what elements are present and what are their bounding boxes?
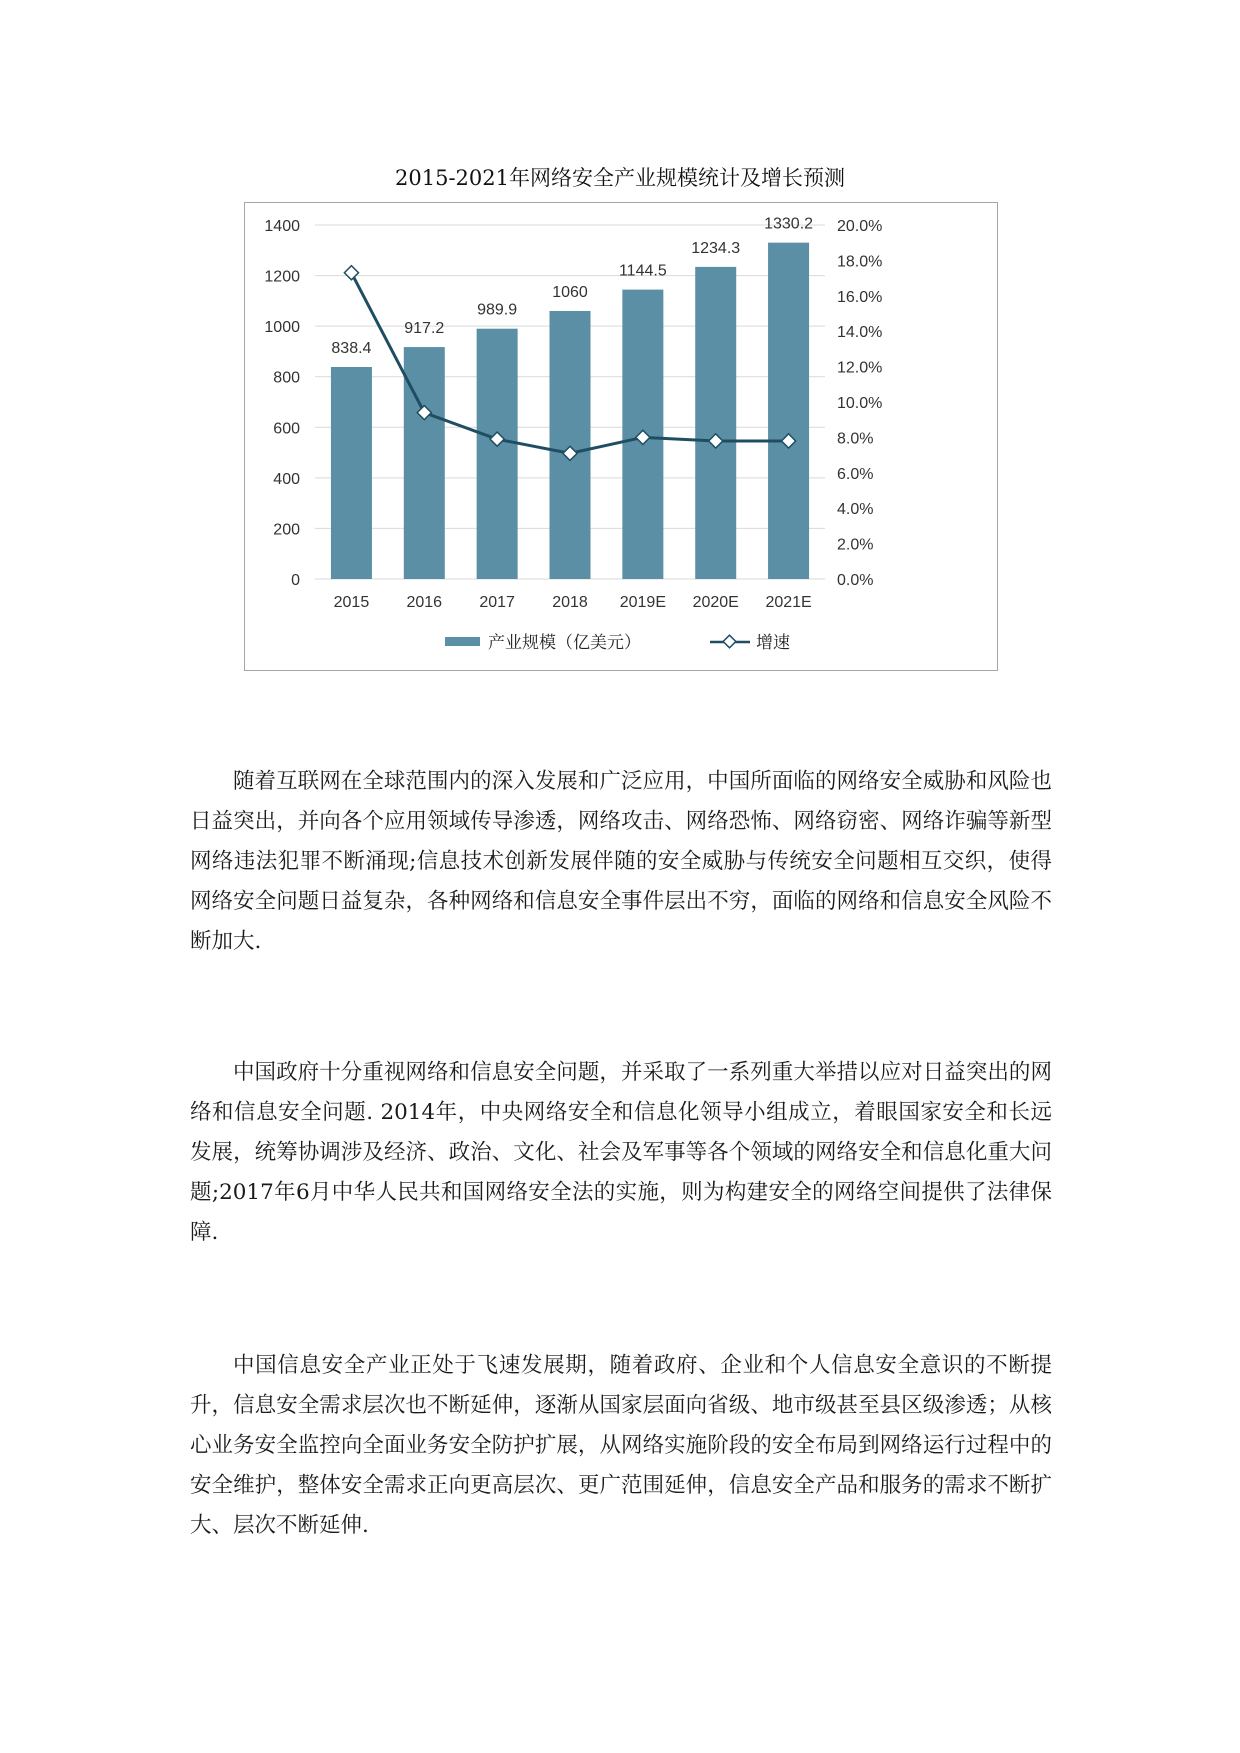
left-tick-label: 400 xyxy=(273,470,300,488)
x-tick-label: 2015 xyxy=(333,594,370,611)
legend-label-bar: 产业规模（亿美元） xyxy=(488,633,641,652)
bar-data-label: 1234.3 xyxy=(691,239,741,257)
bar xyxy=(477,329,518,579)
right-tick-label: 2.0% xyxy=(837,536,874,554)
right-tick-label: 20.0% xyxy=(837,218,883,235)
bar-data-label: 989.9 xyxy=(477,301,518,319)
x-tick-label: 2021E xyxy=(765,594,812,611)
left-tick-label: 200 xyxy=(273,521,300,539)
x-tick-label: 2020E xyxy=(692,594,739,611)
right-tick-label: 16.0% xyxy=(837,288,883,306)
paragraph-2: 中国政府十分重视网络和信息安全问题，并采取了一系列重大举措以应对日益突出的网络和信息安全问题. 2014年，中央网络安全和信息化领导小组成立，着眼国家安全和长远发展，统筹协调涉及经济、政治、文化、社会及军事等各个领域的网络安全和信息化重大问题;2017年6月中华人民共和国网络安全法的实施，则为构建安全的网络空间提供了法律保障. xyxy=(190,1060,1052,1245)
x-tick-label: 2018 xyxy=(552,594,588,611)
bar xyxy=(768,243,809,579)
chart-title: 2015-2021年网络安全产业规模统计及增长预测 xyxy=(395,166,845,190)
bar xyxy=(695,267,736,579)
bar-data-label: 1060 xyxy=(552,283,588,301)
bar-data-label: 1330.2 xyxy=(764,215,814,233)
left-tick-label: 800 xyxy=(273,369,300,387)
bar xyxy=(550,311,591,579)
right-tick-label: 10.0% xyxy=(837,395,883,412)
legend-swatch-marker xyxy=(723,635,736,648)
right-axis-ticks xyxy=(837,218,882,589)
left-axis-ticks xyxy=(264,218,300,589)
paragraph-3: 中国信息安全产业正处于飞速发展期，随着政府、企业和个人信息安全意识的不断提升，信息安全需求层次也不断延伸，逐渐从国家层面向省级、地市级甚至县区级渗透；从核心业务安全监控向全面业务安全防护扩展，从网络实施阶段的安全布局到网络运行过程中的安全维护，整体安全需求正向更高层次、更广范围延伸，信息安全产品和服务的需求不断扩大、层次不断延伸. xyxy=(190,1353,1052,1538)
x-axis-ticks xyxy=(334,594,812,611)
right-tick-label: 4.0% xyxy=(837,501,874,519)
x-tick-label: 2016 xyxy=(406,594,443,611)
bar-data-label: 1144.5 xyxy=(618,262,667,280)
left-tick-label: 1200 xyxy=(264,268,300,286)
right-tick-label: 18.0% xyxy=(837,253,883,271)
left-tick-label: 1400 xyxy=(264,218,300,235)
right-tick-label: 0.0% xyxy=(837,572,874,589)
legend-swatch-bar xyxy=(445,637,480,646)
x-tick-label: 2017 xyxy=(479,594,515,611)
left-tick-label: 1000 xyxy=(264,319,300,337)
right-tick-label: 6.0% xyxy=(837,465,874,483)
legend-label-line: 增速 xyxy=(756,633,790,652)
combo-chart xyxy=(245,203,997,670)
x-tick-label: 2019E xyxy=(619,594,666,611)
left-tick-label: 600 xyxy=(273,420,300,438)
right-tick-label: 8.0% xyxy=(837,430,874,448)
bar-data-label: 917.2 xyxy=(404,320,445,338)
legend xyxy=(445,633,790,652)
growth-marker xyxy=(344,266,358,280)
right-tick-label: 12.0% xyxy=(837,359,883,377)
right-tick-label: 14.0% xyxy=(837,324,883,342)
bar xyxy=(331,367,372,579)
bar-data-label: 838.4 xyxy=(331,340,372,358)
left-tick-label: 0 xyxy=(291,572,300,589)
chart-container xyxy=(244,202,998,671)
paragraph-1: 随着互联网在全球范围内的深入发展和广泛应用，中国所面临的网络安全威胁和风险也日益突出，并向各个应用领域传导渗透，网络攻击、网络恐怖、网络窃密、网络诈骗等新型网络违法犯罪不断涌现;信息技术创新发展伴随的安全威胁与传统安全问题相互交织，使得网络安全问题日益复杂，各种网络和信息安全事件层出不穷，面临的网络和信息安全风险不断加大. xyxy=(190,769,1052,954)
